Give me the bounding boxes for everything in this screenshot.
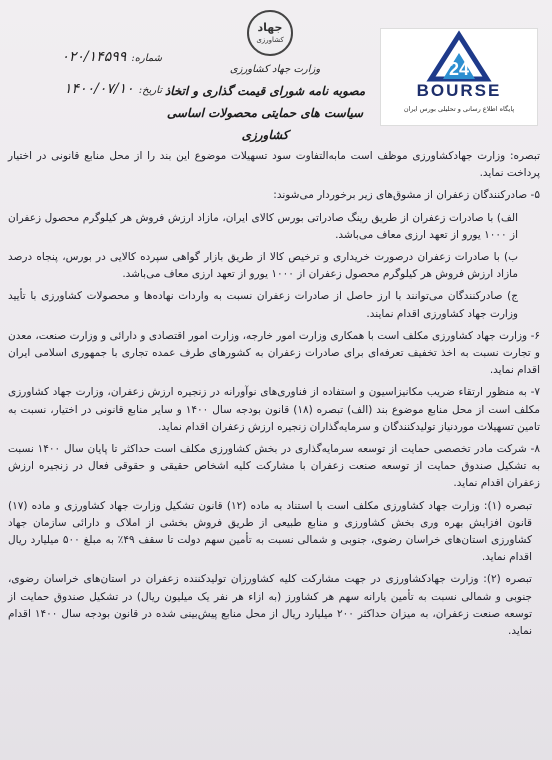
paragraph-note-1: تبصره (۱): وزارت جهاد کشاورزی مکلف است با استناد به ماده (۱۲) قانون تشکیل وزارت جهاد کشاورزی و ماده (۱۷) قانون افزایش بهره وری بخش کشاورزی و منابع طبیعی از طریق فروش بخشی از املاک و دارائی سازمان جهاد کشاورزی استان‌های خراسان رضوی، جنوبی و شمالی نسبت به تأمین سهم دولت تا سقف ۴۹٪ به مبلغ ۵۰۰ میلیارد ریال اقدام نماید. [8, 499, 532, 564]
emblem-subtitle: کشاورزی [256, 36, 284, 44]
paragraph-note-2: تبصره (۲): وزارت جهادکشاورزی در جهت مشارکت کلیه کشاورزان تولیدکننده زعفران در استان‌های خراسان رضوی، جنوبی و شمالی نسبت به تأمین یارانه سهم هر کشاورز (به ازاء هر نفر یک میلیون ریال) در تشکیل صندوق حمایت از توسعه صنعت زعفران، به میزان حداکثر ۲۰۰ میلیارد ریال از محل منابع پیش‌بینی شده در قانون بودجه سال ۱۴۰۰ اقدام نماید. [8, 573, 532, 638]
svg-text:24: 24 [448, 59, 470, 79]
paragraph-item-6: ۶- وزارت جهاد کشاورزی مکلف است با همکاری وزارت امور خارجه، وزارت امور اقتصادی و دارائی و وزارت صنعت، معدن و تجارت نسبت به اخذ تخفیف تعرفه‌ای برای صادرات زعفران به کشورهای طرف عمده تجاری با جمهوری اسلامی ایران اقدام نماید. [8, 329, 540, 377]
date-label: تاریخ: [138, 85, 162, 96]
paragraph-item-5: ۵- صادرکنندگان زعفران از مشوق‌های زیر برخوردار می‌شوند: [273, 189, 540, 202]
resolution-title: مصوبه نامه شورای قیمت گذاری و اتخاذ سیاست های حمایتی محصولات اساسی کشاورزی [164, 84, 366, 142]
paragraph-item-5a: الف) با صادرات زعفران از طریق رینگ صادراتی بورس کالای ایران، مازاد ارزش فروش هر کیلوگرم محصول زعفران از ۱۰۰۰ یورو از تعهد ارزی معاف می‌باشد. [8, 211, 518, 241]
bourse-logo [380, 28, 538, 126]
paragraph-item-8: ۸- شرکت مادر تخصصی حمایت از توسعه سرمایه‌گذاری در بخش کشاورزی مکلف است حداکثر تا پایان سال ۱۴۰۰ نسبت به تشکیل صندوق حمایت از توسعه صنعت زعفران با مشارکت کلیه اشخاص حقیقی و حقوقی فعال در زنجیره ارزش زعفران اقدام نماید. [8, 443, 540, 490]
paragraph-item-7: ۷- به منظور ارتقاء ضریب مکانیزاسیون و استفاده از فناوری‌های نوآورانه در زنجیره ارزش زعفران، وزارت جهاد کشاورزی مکلف است از محل منابع موضوع بند (الف) تبصره (۱۸) قانون بودجه سال ۱۴۰۰ و سایر منابع قانونی در اختیار، نسبت به تامین تسهیلات موردنیاز تولیدکنندگان و سرمایه‌گذاران زنجیره ارزش زعفران اقدام نماید. [8, 386, 540, 433]
resolution-body [8, 148, 540, 645]
logo-name: BOURSE [416, 81, 502, 100]
letter-number [12, 40, 162, 72]
ministry-emblem-icon [247, 10, 293, 56]
number-label: شماره: [131, 53, 162, 64]
number-value: ۰۲۰/۱۴۵۹۹ [61, 49, 127, 65]
paragraph-item-5c: ج) صادرکنندگان می‌توانند با ارز حاصل از صادرات زعفران نسبت به واردات نهاده‌ها و محصولات کشاورزی با تأیید وزارت جهاد کشاورزی اقدام نمایند. [8, 290, 518, 320]
letter-date [12, 72, 162, 104]
date-value: ۱۴۰۰/۰۷/۱۰ [64, 81, 134, 97]
logo-tagline: پایگاه اطلاع رسانی و تحلیلی بورس ایران [403, 105, 515, 113]
ministry-name: وزارت جهاد کشاورزی [229, 64, 321, 75]
reference-block [12, 40, 162, 104]
bourse-logo-icon [381, 29, 537, 85]
paragraph-item-5b: ب) با صادرات زعفران درصورت خریداری و ترخیص کالا از طریق بازار گواهی سپرده کالایی در بورس، پنجاه درصد مازاد ارزش فروش هر کیلوگرم محصول زعفران از ۱۰۰۰ یورو از تعهد ارزی معاف می‌باشد. [8, 251, 518, 281]
emblem-title: جهاد [257, 21, 283, 34]
paragraph-note: تبصره: وزارت جهادکشاورزی موظف است مابه‌التفاوت سود تسهیلات موضوع این بند را از محل منابع قانونی در اختیار پرداخت نماید. [8, 150, 540, 180]
